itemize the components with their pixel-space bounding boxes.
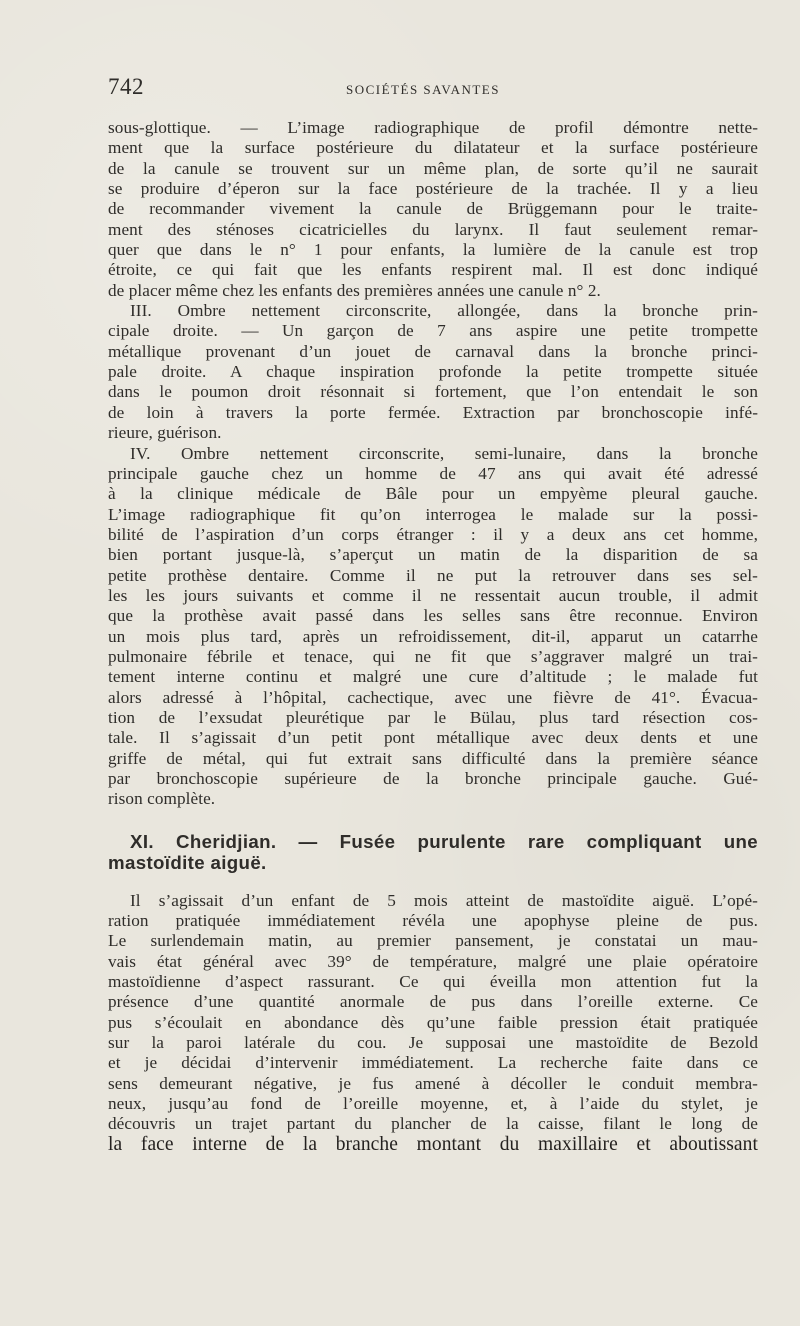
text-line: neux, jusqu’au fond de l’oreille moyenne, et, à l’aide du stylet, je [108, 1094, 758, 1114]
text-line: présence d’une quantité anormale de pus dans l’oreille externe. Ce [108, 992, 758, 1012]
text-line: tale. Il s’agissait d’un petit pont métallique avec deux dents et une [108, 728, 758, 748]
text-line: griffe de métal, qui fut extrait sans difficulté dans la première séance [108, 748, 758, 768]
text-line: et je décidai d’intervenir immédiatement. La recherche faite dans ce [108, 1053, 758, 1073]
section-title-line: XI. Cheridjian. — Fusée purulente rare compliquant une [130, 830, 758, 852]
text-line: tion de l’exsudat pleurétique par le Bülau, plus tard résection cos- [108, 707, 758, 727]
running-head: SOCIÉTÉS SAVANTES [346, 82, 500, 97]
section-title-line: mastoïdite aiguë. [108, 851, 267, 873]
text-line: découvris un trajet partant du plancher de la caisse, filant le long de [108, 1114, 758, 1134]
text-line: dans le poumon droit résonnait si fortement, que l’on entendait le son [108, 382, 758, 402]
text-line: pus s’écoulait en abondance dès qu’une faible pression était pratiquée [108, 1012, 758, 1032]
section-spacing [108, 810, 758, 831]
text-line: bien portant jusque-là, s’aperçut un matin de la disparition de sa [108, 545, 758, 565]
text-line: rison complète. [108, 789, 216, 809]
article-body [108, 118, 758, 810]
text-line: bilité de l’aspiration d’un corps étranger : il y a deux ans cet homme, [108, 524, 758, 544]
text-line: quer que dans le n° 1 pour enfants, la lumière de la canule est trop [108, 240, 758, 260]
text-line: vais état général avec 39° de température, malgré une plaie opératoire [108, 951, 758, 971]
text-line: rieure, guérison. [108, 423, 222, 443]
text-line: de placer même chez les enfants des premières années une canule n° 2. [108, 280, 601, 300]
text-line: de loin à travers la porte fermée. Extraction par bronchoscopie infé- [108, 402, 758, 422]
section-heading [108, 831, 758, 873]
text-line: les les jours suivants et comme il ne ressentait aucun trouble, il admit [108, 585, 758, 605]
section-body [108, 891, 758, 1155]
text-line: cipale droite. — Un garçon de 7 ans aspire une petite trompette [108, 321, 758, 341]
text-line: pale droite. A chaque inspiration profonde la petite trompette située [108, 362, 758, 382]
text-line: un mois plus tard, après un refroidissement, dit-il, apparut un catarrhe [108, 626, 758, 646]
text-line: petite prothèse dentaire. Comme il ne put la retrouver dans ses sel- [108, 565, 758, 585]
text-line: à la clinique médicale de Bâle pour un empyème pleural gauche. [108, 484, 758, 504]
text-line: de recommander vivement la canule de Brüggemann pour le traite- [108, 199, 758, 219]
page-number: 742 [108, 74, 144, 99]
text-line: par bronchoscopie supérieure de la bronche principale gauche. Gué- [108, 769, 758, 788]
text-line: ment que la surface postérieure du dilatateur et la surface postérieure [108, 138, 758, 158]
text-line: pulmonaire fébrile et tenace, qui ne fit que s’aggraver malgré un trai- [108, 646, 758, 666]
text-line: Le surlendemain matin, au premier pansement, je constatai un mau- [108, 931, 758, 951]
text-line: L’image radiographique fit qu’on interrogea le malade sur la possi- [108, 504, 758, 524]
text-line: étroite, ce qui fait que les enfants respirent mal. Il est donc indiqué [108, 260, 758, 280]
section-spacing [108, 873, 758, 891]
text-line: métallique provenant d’un jouet de carnaval dans la bronche princi- [108, 341, 758, 361]
text-line: que la prothèse avait passé dans les selles sans être reconnue. Environ [108, 606, 758, 626]
text-line: se produire d’éperon sur la face postérieure de la trachée. Il y a lieu [108, 179, 758, 199]
text-line: tement interne continu et malgré une cure d’altitude ; le malade fut [108, 667, 758, 687]
text-line: mastoïdienne d’aspect rassurant. Ce qui éveilla mon attention fut la [108, 972, 758, 992]
text-line: principale gauche chez un homme de 47 ans qui avait été adressé [108, 463, 758, 483]
text-line: alors adressé à l’hôpital, cachectique, avec une fièvre de 41°. Évacua- [108, 687, 758, 707]
text-line: IV. Ombre nettement circonscrite, semi-lunaire, dans la bronche [130, 443, 758, 463]
text-line: ment des sténoses cicatricielles du larynx. Il faut seulement remar- [108, 219, 758, 239]
text-line: la face interne de la branche montant du maxillaire et aboutissant [108, 1134, 758, 1155]
text-line: III. Ombre nettement circonscrite, allongée, dans la bronche prin- [130, 301, 758, 321]
page-header [108, 72, 758, 104]
text-line: sens demeurant négative, je fus amené à décoller le conduit membra- [108, 1073, 758, 1093]
text-line: sous-glottique. — L’image radiographique de profil démontre nette- [108, 118, 758, 137]
text-line: Il s’agissait d’un enfant de 5 mois atteint de mastoïdite aiguë. L’opé- [130, 890, 758, 910]
text-line: de la canule se trouvent sur un même plan, de sorte qu’il ne saurait [108, 158, 758, 178]
text-line: sur la paroi latérale du cou. Je supposai une mastoïdite de Bezold [108, 1033, 758, 1053]
text-line: ration pratiquée immédiatement révéla une apophyse pleine de pus. [108, 911, 758, 931]
